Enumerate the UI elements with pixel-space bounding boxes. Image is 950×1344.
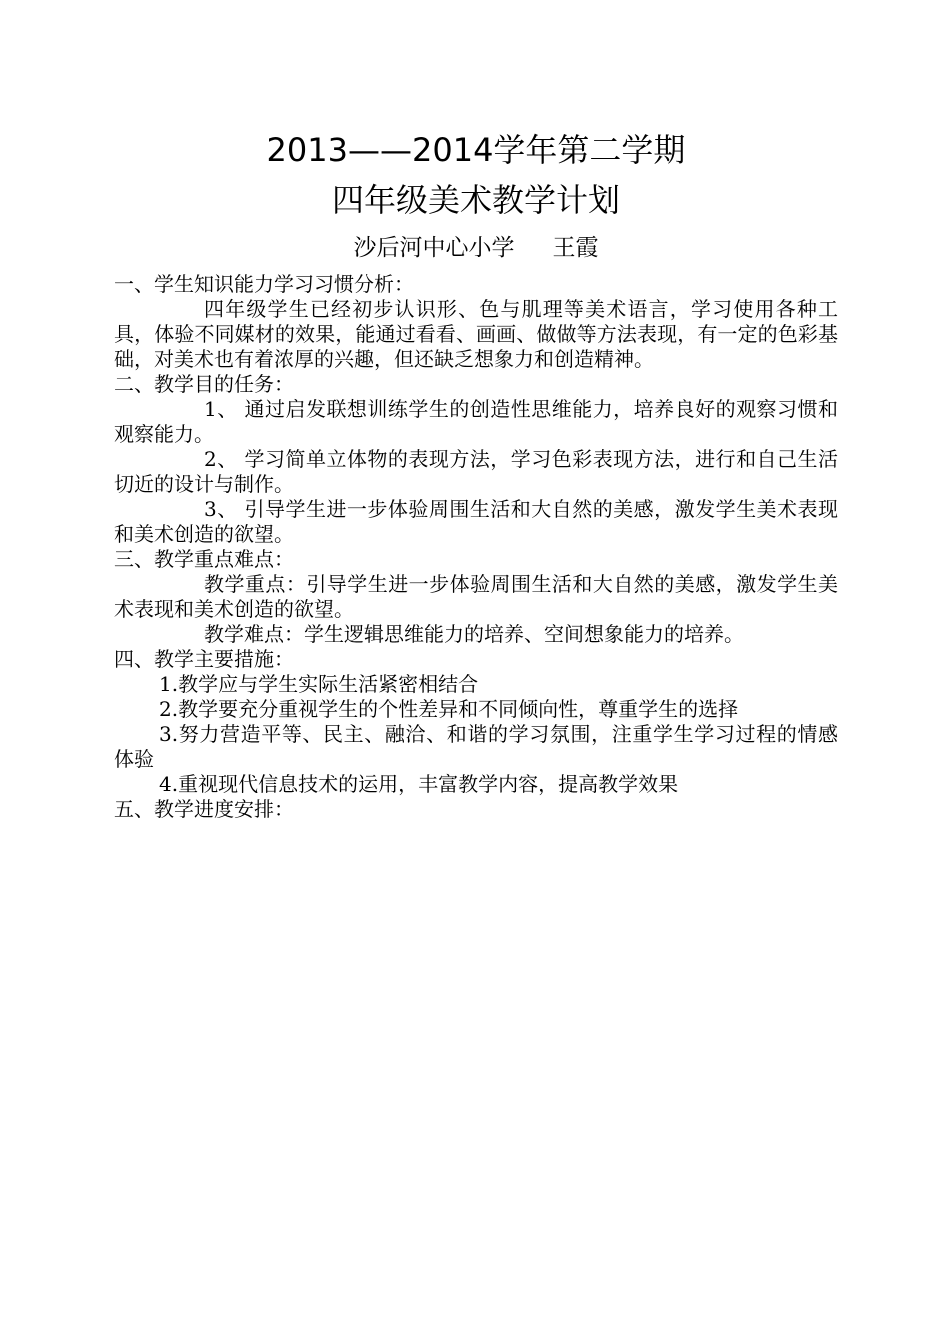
measure-item: 3.努力营造平等、民主、融洽、和谐的学习氛围，注重学生学习过程的情感体验 [114,722,838,771]
author-line [114,232,838,264]
document-body [114,272,838,822]
measure-item: 2.教学要充分重视学生的个性差异和不同倾向性，尊重学生的选择 [159,697,739,721]
school-name: 沙后河中心小学 [353,235,515,261]
objective-item: 1、 通过启发联想训练学生的创造性思维能力，培养良好的观察习惯和观察能力。 [114,397,838,446]
document-title-plan: 四年级美术教学计划 [331,181,620,219]
analysis-paragraph: 四年级学生已经初步认识形、色与肌理等美术语言，学习使用各种工具，体验不同媒材的效果，能通过看看、画画、做做等方法表现，有一定的色彩基础，对美术也有着浓厚的兴趣，但还缺乏想象力和创造精神。 [114,297,838,371]
section-heading-key-points: 三、教学重点难点： [114,547,294,571]
objective-item: 3、 引导学生进一步体验周围生活和大自然的美感，激发学生美术表现和美术创造的欲望。 [114,497,838,546]
key-point-paragraph: 教学重点：引导学生进一步体验周围生活和大自然的美感，激发学生美术表现和美术创造的欲望。 [114,572,838,621]
objective-item: 2、 学习简单立体物的表现方法，学习色彩表现方法，进行和自己生活切近的设计与制作。 [114,447,838,496]
document-title-term: 2013——2014学年第二学期 [266,131,686,169]
difficulty-paragraph: 教学难点：学生逻辑思维能力的培养、空间想象能力的培养。 [204,622,744,646]
section-heading-objectives: 二、教学目的任务： [114,372,294,396]
section-heading-schedule: 五、教学进度安排： [114,797,294,821]
section-heading-analysis: 一、学生知识能力学习习惯分析： [114,272,414,296]
section-heading-measures: 四、教学主要措施： [114,647,294,671]
teacher-name: 王霞 [552,235,599,261]
measure-item: 1.教学应与学生实际生活紧密相结合 [159,672,479,696]
measure-item: 4.重视现代信息技术的运用，丰富教学内容，提高教学效果 [159,772,679,796]
